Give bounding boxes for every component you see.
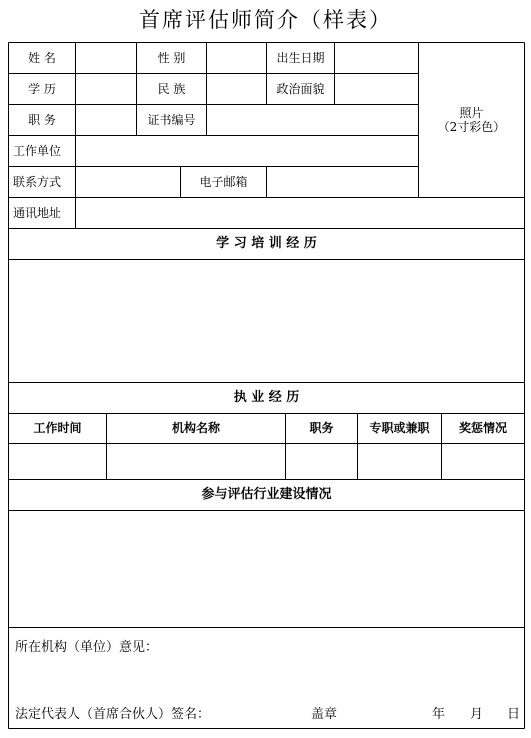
ethnicity-label: 民 族 (157, 81, 186, 96)
day-label: 日 (507, 707, 521, 722)
contact-label: 联系方式 (13, 174, 62, 189)
ethnicity-field[interactable] (207, 74, 266, 104)
month-label: 月 (470, 707, 484, 722)
study-section-heading: 学 习 培 训 经 历 (216, 236, 317, 252)
birth-date-field[interactable] (335, 43, 418, 73)
email-label: 电子邮箱 (199, 174, 248, 189)
industry-section-heading: 参与评估行业建设情况 (201, 487, 332, 503)
organization-opinion-label: 所在机构（单位）意见： (15, 640, 159, 655)
name-label: 姓 名 (28, 50, 56, 65)
position-label: 职 务 (28, 112, 56, 127)
political-status-field[interactable] (335, 74, 418, 104)
certificate-number-label: 证书编号 (147, 112, 196, 127)
practice-time-field[interactable] (9, 444, 106, 479)
practice-header-rewards: 奖惩情况 (458, 421, 507, 436)
signature-label: 法定代表人（首席合伙人）签名： (15, 707, 211, 722)
study-history-area[interactable] (9, 260, 524, 382)
photo-note: （2寸彩色） (437, 120, 506, 134)
page-title: 首席评估师简介（样表） (139, 8, 392, 32)
certificate-number-field[interactable] (207, 105, 418, 135)
industry-participation-area[interactable] (9, 511, 524, 627)
education-field[interactable] (76, 74, 136, 104)
name-field[interactable] (76, 43, 136, 73)
practice-header-position: 职务 (309, 421, 334, 436)
photo-box[interactable] (419, 43, 524, 197)
practice-header-fulltime: 专职或兼职 (369, 421, 430, 436)
address-field[interactable] (76, 198, 524, 228)
political-status-label: 政治面貌 (276, 81, 325, 96)
birth-date-label: 出生日期 (276, 50, 325, 65)
year-label: 年 (432, 707, 446, 722)
practice-fulltime-field[interactable] (358, 444, 441, 479)
work-unit-field[interactable] (76, 136, 418, 166)
photo-label: 照片 (459, 105, 484, 120)
address-label: 通讯地址 (13, 205, 62, 220)
work-unit-label: 工作单位 (13, 143, 62, 158)
education-label: 学 历 (28, 81, 56, 96)
email-field[interactable] (267, 167, 418, 197)
practice-rewards-field[interactable] (442, 444, 524, 479)
gender-field[interactable] (207, 43, 266, 73)
position-field[interactable] (76, 105, 136, 135)
seal-label: 盖章 (311, 707, 338, 722)
practice-organization-field[interactable] (107, 444, 285, 479)
practice-header-time: 工作时间 (33, 421, 82, 436)
practice-header-organization: 机构名称 (171, 421, 220, 436)
contact-field[interactable] (76, 167, 180, 197)
gender-label: 性 别 (157, 50, 186, 65)
practice-section-heading: 执 业 经 历 (233, 390, 300, 406)
practice-position-field[interactable] (286, 444, 357, 479)
